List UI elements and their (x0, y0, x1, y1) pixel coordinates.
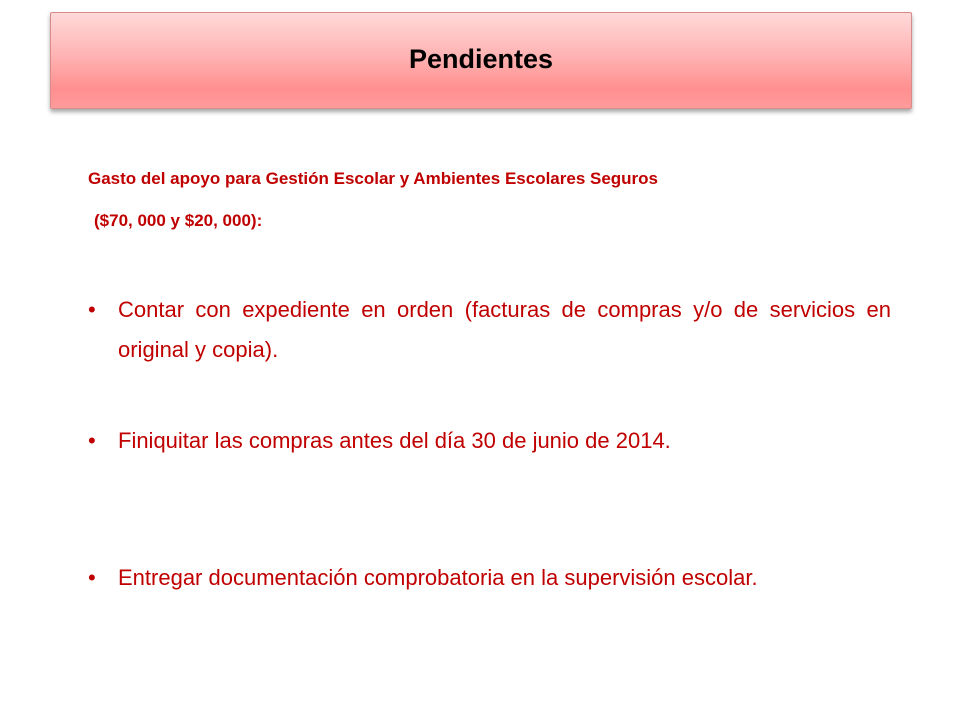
title-banner (50, 12, 912, 109)
bullet-icon: • (88, 428, 96, 453)
subtitle-line-1: Gasto del apoyo para Gestión Escolar y Ambientes Escolares Seguros (88, 169, 659, 188)
bullet-item (88, 558, 891, 598)
bullet-icon: • (88, 297, 96, 322)
bullet-icon: • (88, 565, 96, 590)
bullet-text: Contar con expediente en orden (facturas de compras y/o de servicios en original y copia). (118, 297, 891, 362)
bullet-text: Entregar documentación comprobatoria en la supervisión escolar. (118, 565, 758, 590)
subtitle-line-2: ($70, 000 y $20, 000): (94, 211, 263, 230)
bullet-text: Finiquitar las compras antes del día 30 de junio de 2014. (118, 428, 671, 453)
slide-title: Pendientes (408, 44, 554, 74)
bullet-item (88, 421, 891, 461)
bullet-item (88, 290, 891, 370)
